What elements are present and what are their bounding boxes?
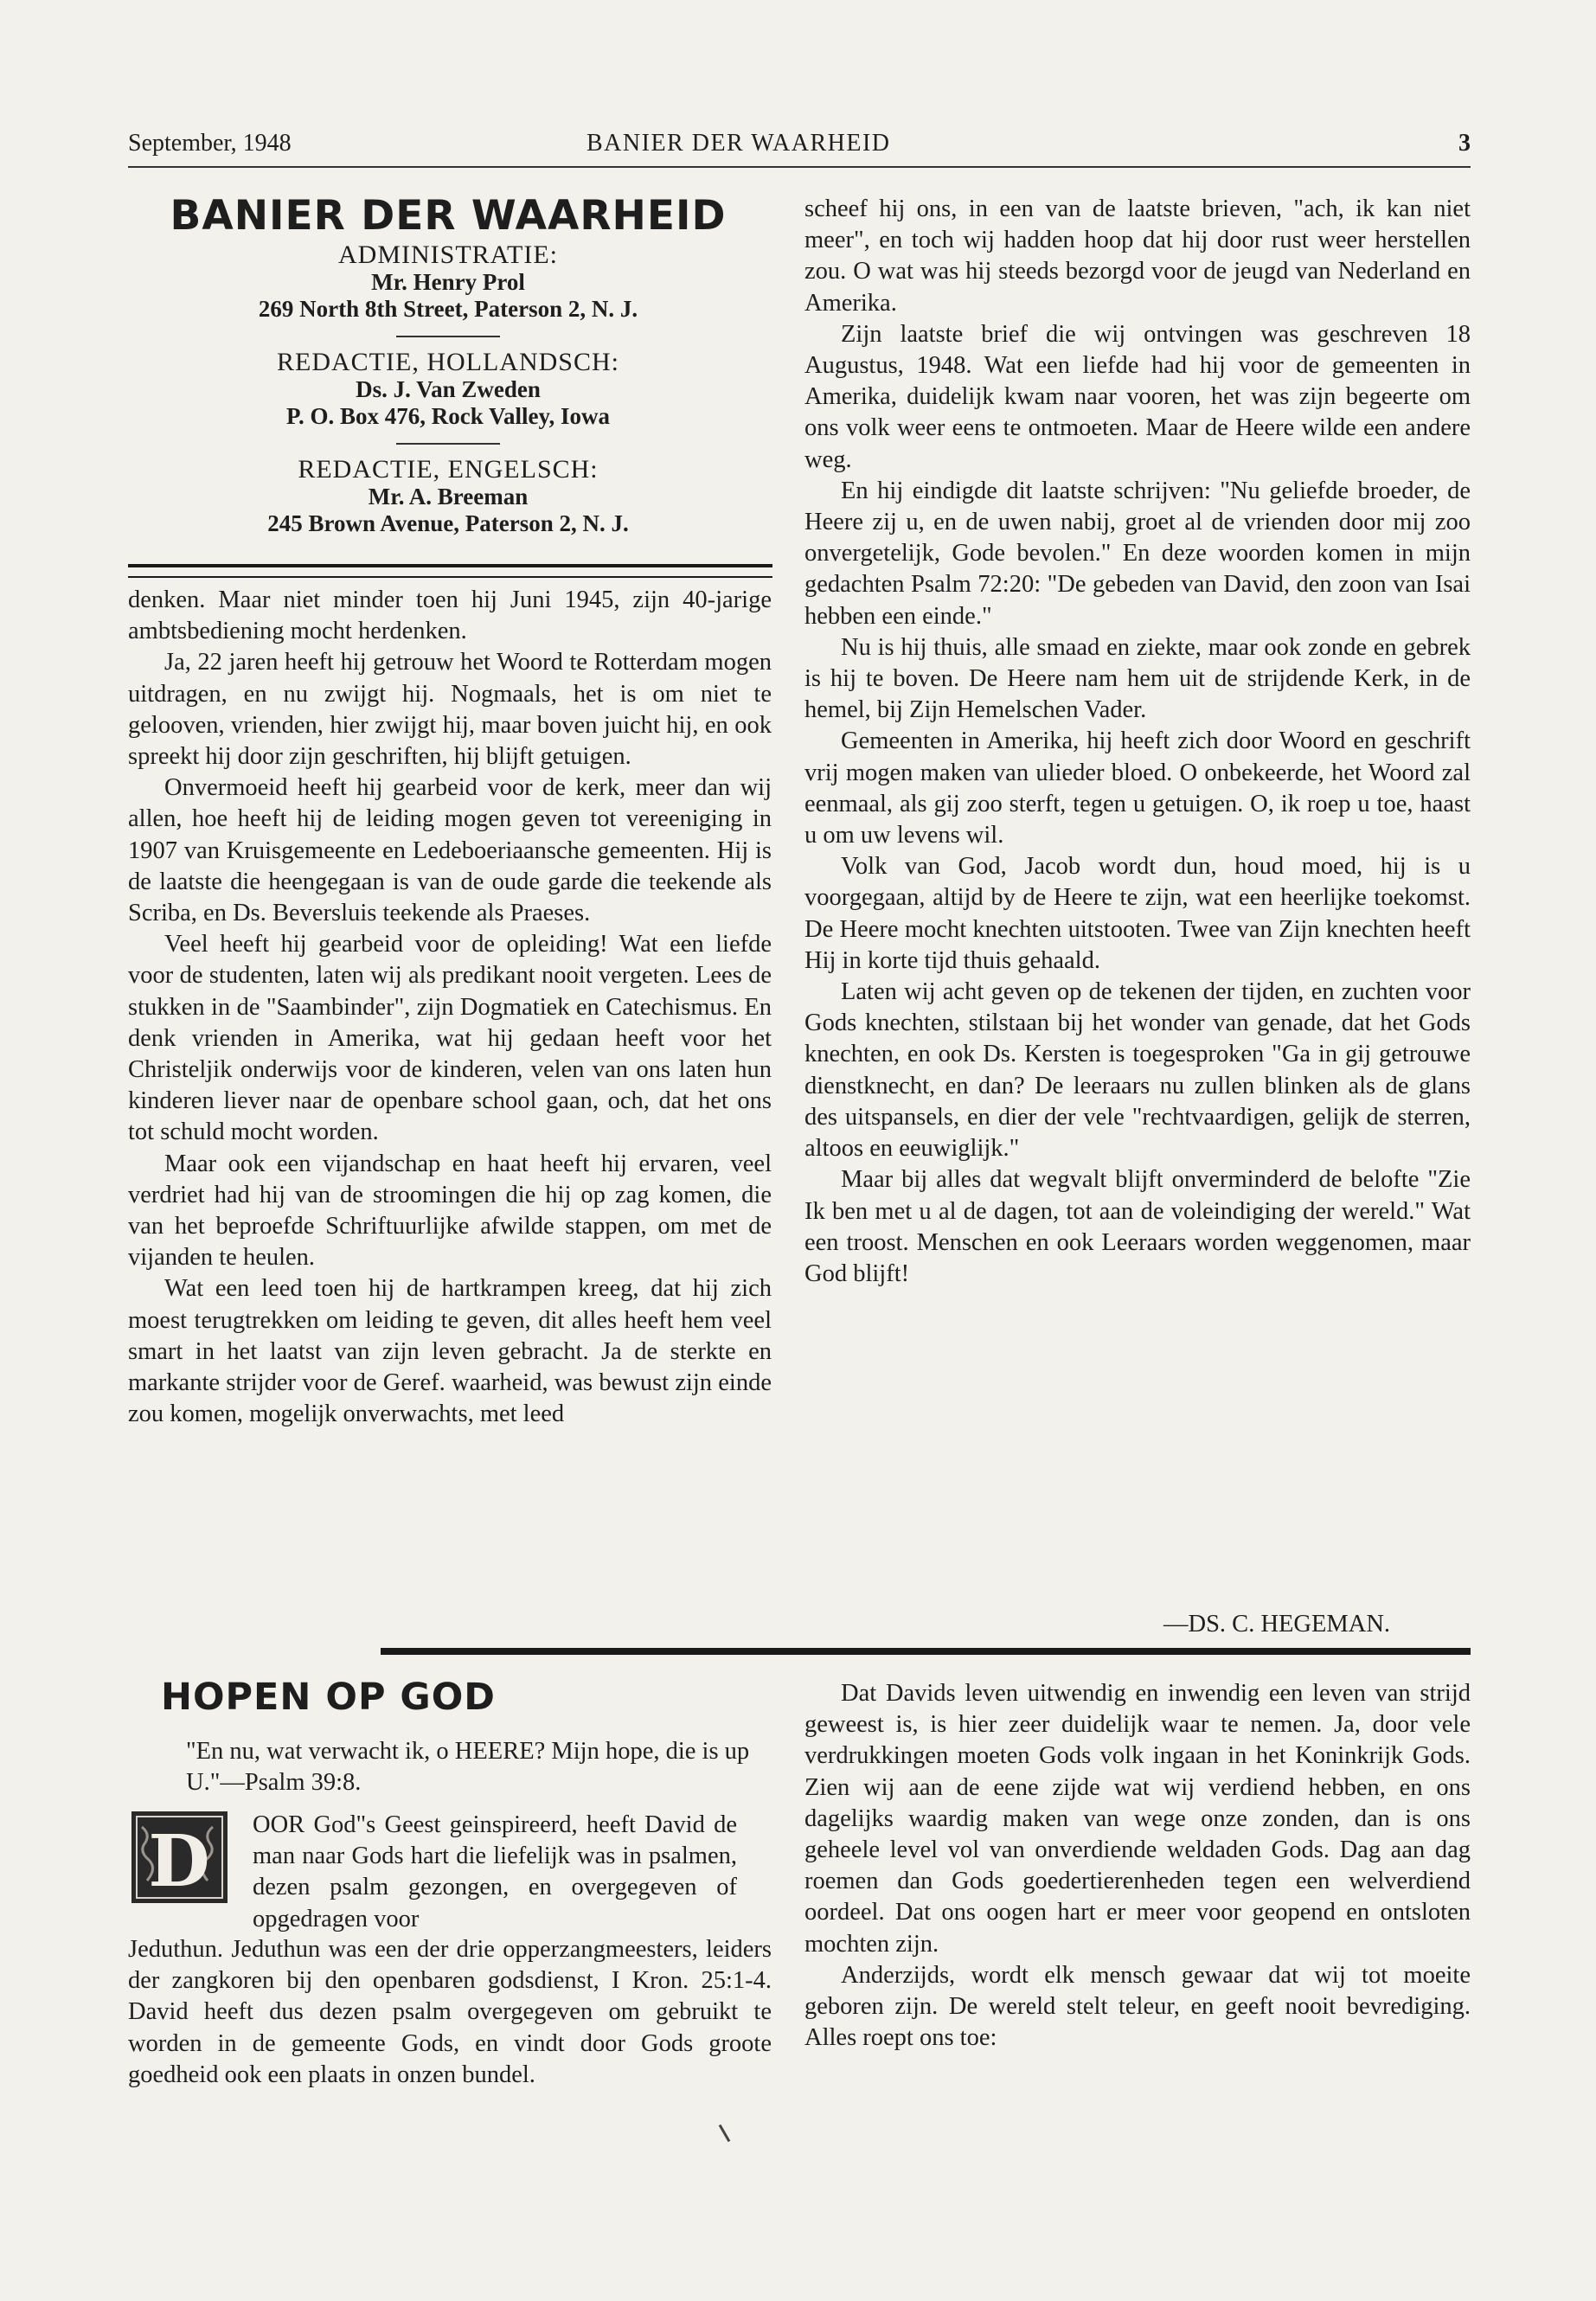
paragraph: Zijn laatste brief die wij ontvingen was geschreven 18 Augustus, 1948. Wat een liefde had hij voor de gemeenten in Amerika, duidelijk kwam naar vooren, het was zijn begeerte om ons volk weer eens te ontmoeten. Maar de Heere wilde een andere weg. [804,320,1471,473]
paragraph: Dat Davids leven uitwendig en inwendig een leven van strijd geweest is, is hier zeer duidelijk waar te nemen. Ja, door vele verdrukkingen moeten Gods volk ingaan in het Koninkrijk Gods. Zien wij aan de eene zijde wat wij verdiend hebben, en ons dagelijks waardig maken van wege onze zonden, dan is ons geheele level vol van onverdiende weldaden Gods. Dag aan dag roemen dan Gods goedertierenheden tegen een welverdiend oordeel. Dat ons oogen hart er meer voor geopend en ontsloten mochten zijn. [804,1680,1471,1958]
pen-mark [719,2125,731,2143]
paragraph: En hij eindigde dit laatste schrijven: "Nu geliefde broeder, de Heere zij u, en de uwen nabij, groet al de vrienden door mij zoo onvergetelijk, Gode bevolen." En deze woorden komen in mijn gedachten Psalm 72:20: "De gebeden van David, den zoon van Isai hebben een einde." [804,477,1471,630]
paragraph: Laten wij acht geven op de tekenen der tijden, en zuchten voor Gods knechten, stilstaan bij het wonder van genade, dat het Gods knechten, en ook Ds. Kersten is toegesproken "Ga in gij getrouwe dienstknecht, en dan? De leeraars nu zullen blinken als de glans des uitspansels, en dier der vele "rechtvaardigen, gelijk de sterren, altoos en eeuwiglijk." [804,978,1471,1163]
red-en-heading: REDACTIE, ENGELSCH: [298,455,599,484]
article1-left-column [128,585,772,1430]
masthead [128,192,768,537]
ornamental-dropcap [130,1810,229,1905]
masthead-separator [396,336,500,337]
paragraph: Wat een leed toen hij de hartkrampen kreeg, dat hij zich moest terugtrekken om leiding te geven, dit alles heeft hem veel smart in het laatst van zijn leven gebracht. Ja de sterkte en markante strijder voor de Geref. waarheid, was bewust zijn einde zou komen, mogelijk onverwachts, met leed [128,1275,772,1428]
paragraph: Veel heeft hij gearbeid voor de opleiding! Wat een liefde voor de studenten, laten wij als predikant nooit vergeten. Lees de stukken in de "Saambinder", zijn Dogmatiek en Catechismus. En denk vrienden in Amerika, wat hij gedaan heeft voor het Christeljik onderwijs voor de kinderen, velen van ons laten hun kinderen liever naar de openbare school gaan, och, dat het ons tot schuld mocht worden. [128,931,772,1146]
journal-title: BANIER DER WAARHEID [586,130,891,157]
article2-right-column [804,1678,1471,2054]
red-nl-name: Ds. J. Van Zweden [356,376,541,402]
admin-name: Mr. Henry Prol [371,269,525,295]
paragraph: Anderzijds, wordt elk mensch gewaar dat wij tot moeite geboren zijn. De wereld stelt teleur, en geeft nooit bevrediging. Alles roept ons toe: [804,1961,1471,2052]
paragraph: Volk van God, Jacob wordt dun, houd moed, hij is u voorgegaan, altijd by de Heere te zijn, wat een heerlijke toekomst. De Heere mocht knechten uitstooten. Twee van Zijn knechten heeft Hij in korte tijd thuis gehaald. [804,853,1471,974]
admin-heading: ADMINISTRATIE: [338,240,558,269]
article2-first-paragraph: OOR God"s Geest geinspireerd, heeft David de man naar Gods hart die liefelijk was in psalmen, dezen psalm gezongen, en overgegeven of opgedragen voor [253,1811,737,1932]
paragraph: Maar ook een vijandschap en haat heeft hij ervaren, veel verdriet had hij van de stroomingen die hij op zag komen, die van het beproefde Schriftuurlijke afwilde stappen, om met de vijanden te heulen. [128,1150,772,1272]
section-rule [381,1648,1471,1655]
paragraph: scheef hij ons, in een van de laatste brieven, "ach, ik kan niet meer", en toch wij hadden hoop dat hij door rust weer herstellen zou. O wat was hij steeds bezorgd voor de jeugd van Nederland en Amerika. [804,195,1471,317]
masthead-double-rule [128,564,772,578]
issue-date: September, 1948 [128,130,292,157]
epigraph: "En nu, wat verwacht ik, o HEERE? Mijn hope, die is up U."—Psalm 39:8. [186,1738,750,1797]
paragraph: Onvermoeid heeft hij gearbeid voor de kerk, meer dan wij allen, hoe heeft hij de leiding mogen geven tot vereeniging in 1907 van Kruisgemeente en Ledeboeriaansche gemeenten. Hij is de laatste die heengegaan is van de oude garde die teekende als Scriba, en Ds. Beversluis teekende als Praeses. [128,774,772,927]
masthead-separator [396,443,500,445]
masthead-title: BANIER DER WAARHEID [170,192,727,240]
page-number: 3 [1458,130,1471,157]
paragraph: Ja, 22 jaren heeft hij getrouw het Woord te Rotterdam mogen uitdragen, en nu zwijgt hij. Nogmaals, het is om niet te gelooven, vrienden, hier zwijgt hij, maar boven juicht hij, en ook spreekt hij door zijn geschriften, hij blijft getuigen. [128,649,772,771]
red-en-address: 245 Brown Avenue, Paterson 2, N. J. [267,510,629,536]
paragraph: Gemeenten in Amerika, hij heeft zich door Woord en geschrift vrij mogen maken van ulieder bloed. O onbekeerde, het Woord zal eenmaal, als gij zoo sterft, tegen u getuigen. O, ik roep u toe, haast u om uw levens wil. [804,727,1471,849]
red-en-name: Mr. A. Breeman [368,484,529,510]
paragraph: Maar bij alles dat wegvalt blijft onverminderd de belofte "Zie Ik ben met u al de dagen, tot aan de voleindiging der wereld." Wat een troost. Menschen en ook Leeraars worden weggenomen, maar God blijft! [804,1166,1471,1287]
article2-title: HOPEN OP GOD [161,1676,496,1719]
paragraph: denken. Maar niet minder toen hij Juni 1945, zijn 40-jarige ambtsbediening mocht herdenken. [128,586,772,645]
red-nl-address: P. O. Box 476, Rock Valley, Iowa [285,403,611,429]
header-rule [128,166,1471,168]
signature: —DS. C. HEGEMAN. [1163,1611,1391,1638]
article2-first-paragraph-continued: Jeduthun. Jeduthun was een der drie opperzangmeesters, leiders der zangkoren bij den openbaren godsdienst, I Kron. 25:1-4. David heeft dus dezen psalm overgegeven om gebruikt te worden in de gemeente Gods, en vindt door Gods groote goedheid ook een plaats in onzen bundel. [128,1936,772,2088]
paragraph: Nu is hij thuis, alle smaad en ziekte, maar ook zonde en gebrek is hij te boven. De Heere nam hem uit de strijdende Kerk, in de hemel, bij Zijn Hemelschen Vader. [804,633,1471,724]
dropcap-letter: D [148,1820,210,1903]
admin-address: 269 North 8th Street, Paterson 2, N. J. [258,296,638,322]
red-nl-heading: REDACTIE, HOLLANDSCH: [277,348,619,376]
running-head [128,130,1471,164]
article1-right-column [804,194,1471,1290]
